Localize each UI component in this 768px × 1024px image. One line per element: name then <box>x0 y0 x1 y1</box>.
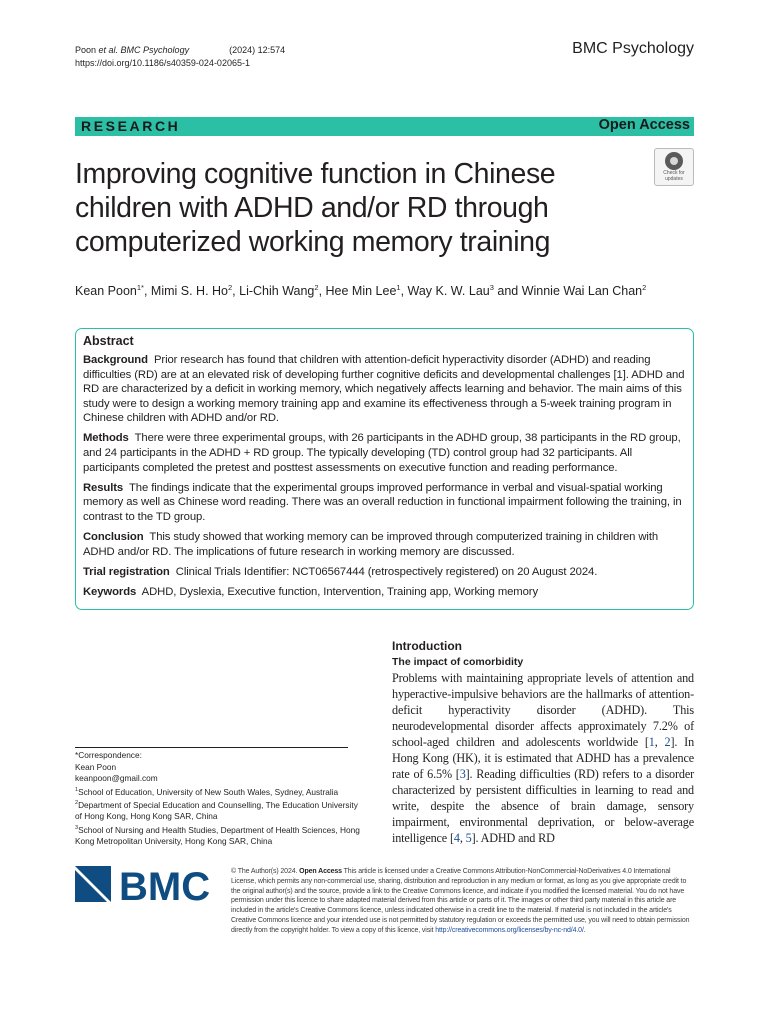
citation-etal: et al. <box>98 45 119 55</box>
article-type-band <box>75 117 694 136</box>
results-label: Results <box>83 481 124 494</box>
bmc-logo-text: BMC <box>119 866 211 906</box>
author-affiliation-sup: 2 <box>228 283 233 292</box>
abstract-heading: Abstract <box>83 334 134 348</box>
license-link[interactable]: http://creativecommons.org/licenses/by-nc-nd/4.0/ <box>435 926 584 934</box>
author-list <box>75 283 646 298</box>
citation-link[interactable]: 2 <box>664 735 671 749</box>
affiliation-text: Department of Special Education and Counselling, The Education University of Hong Kong, Hong Kong SAR, China <box>75 799 358 822</box>
affiliation-sup: 3 <box>75 824 79 831</box>
article-title: Improving cognitive function in Chinese children with ADHD and/or RD through computerized working memory training <box>75 158 556 258</box>
abstract-trial <box>83 565 686 580</box>
affiliation-sup: 2 <box>75 799 79 806</box>
intro-heading: Introduction <box>392 639 462 653</box>
author-name[interactable]: Hee Min Lee <box>325 284 397 299</box>
citation-link[interactable]: 4 <box>453 831 460 845</box>
author-separator: , <box>318 284 326 299</box>
license-end: . <box>583 926 586 934</box>
methods-text: There were three experimental groups, with 26 participants in the ADHD group, 38 participants in the RD group, and 24 participants in the ADHD + RD group. The typically developing (TD) control group had 32 participants. All participants completed the pretest and posttest assessments on executive function and reading performance. <box>83 432 681 474</box>
check-updates-line2: updates <box>665 175 683 182</box>
check-updates-icon <box>665 152 683 170</box>
author-name[interactable]: Way K. W. Lau <box>407 284 490 299</box>
author-separator: , <box>232 284 240 299</box>
keywords-label: Keywords <box>83 585 137 598</box>
author-separator: , <box>143 284 151 299</box>
intro-text: , <box>459 831 466 845</box>
citation-link[interactable]: 1 <box>648 735 655 749</box>
intro-text: ]. ADHD and RD <box>471 831 555 845</box>
running-header <box>75 44 285 70</box>
background-label: Background <box>83 354 148 366</box>
citation-authors: Poon <box>75 45 99 55</box>
author-name[interactable]: Winnie Wai Lan Chan <box>521 284 643 299</box>
abstract-results <box>83 481 686 525</box>
background-text: Prior research has found that children with attention-deficit hyperactivity disorder (ADHD) and reading difficulties (RD) are at an elevated risk of developing further cognitive deficits and developmental challenges [1]. ADHD and RD are characterized by a deficit in working memory, which negatively affects learning and behavior. The main aims of this study were to design a working memory training app and examine its effectiveness through a 5-week training program in Chinese children with ADHD and/or RD. <box>83 354 685 425</box>
abstract-methods <box>83 431 686 475</box>
affiliation-sup: 1 <box>75 786 79 793</box>
author-affiliation-sup: 2 <box>314 283 319 292</box>
check-updates-line1: Check for <box>663 170 685 176</box>
author-affiliation-sup: 1* <box>136 283 144 292</box>
check-for-updates-button[interactable] <box>654 148 694 186</box>
journal-name: BMC Psychology <box>572 40 694 57</box>
trial-text: Clinical Trials Identifier: NCT06567444 (retrospectively registered) on 20 August 2024. <box>175 565 598 578</box>
conclusion-text: This study showed that working memory can be improved through computerized training in children with ADHD and/or RD. The implications of future research in working memory are discussed. <box>83 531 659 558</box>
intro-text: , <box>654 735 665 749</box>
affiliation-2 <box>75 798 365 823</box>
intro-text: Problems with maintaining appropriate levels of attention and hyperactive-impulsive behaviors are the hallmarks of attention-deficit hyperactivity disorder (ADHD). This neurodevelopmental disorder affects approximately 7.2% of school-aged children and adolescents worldwide [ <box>392 671 694 749</box>
research-label: RESEARCH <box>81 118 181 134</box>
author-name[interactable]: Kean Poon <box>75 284 137 299</box>
citation-line <box>75 44 285 57</box>
citation-link[interactable]: 3 <box>459 767 466 781</box>
trial-label: Trial registration <box>83 565 170 578</box>
correspondence-email[interactable]: keanpoon@gmail.com <box>75 773 158 783</box>
keywords-text: ADHD, Dyslexia, Executive function, Intervention, Training app, Working memory <box>141 585 539 598</box>
correspondence-label: *Correspondence: <box>75 750 142 760</box>
abstract-box <box>75 328 694 610</box>
license-text: This article is licensed under a Creative Commons Attribution-NonCommercial-NoDerivatives 4.0 International License, which permits any non-commercial use, sharing, distribution and reproduction in any medium or format, as long as you give appropriate credit to the original author(s) and the source, provide a link to the Creative Commons licence, and indicate if you modified the licensed material. You do not have permission under this licence to share adapted material derived from this article or parts of it. The images or other third party material in this article are included in the article's Creative Commons licence, unless indicated otherwise in a credit line to the material. If material is not included in the article's Creative Commons licence and your intended use is not permitted by statutory regulation or exceeds the permitted use, you will need to obtain permission directly from the copyright holder. To view a copy of this licence, visit <box>231 868 690 934</box>
author-separator: , <box>400 284 408 299</box>
abstract-background <box>83 353 686 426</box>
abstract-keywords <box>83 585 686 600</box>
affiliation-3 <box>75 823 365 848</box>
affiliation-1 <box>75 785 365 798</box>
author-affiliation-sup: 2 <box>642 283 647 292</box>
intro-subheading: The impact of comorbidity <box>392 656 524 668</box>
citation-journal: BMC Psychology <box>118 45 190 55</box>
license-statement <box>231 867 695 936</box>
intro-text: ]. Reading difficulties (RD) refers to a disorder characterized by persistent difficulties in learning to read and write, despite the absence of brain damage, sensory impairment, environmental deprivation, or below-average intelligence [ <box>392 767 695 845</box>
intro-paragraph <box>392 670 694 846</box>
citation-year: (2024) 12:574 <box>229 45 286 55</box>
bmc-logo <box>75 866 215 906</box>
author-name[interactable]: Li-Chih Wang <box>239 284 315 299</box>
affiliation-text: School of Nursing and Health Studies, Department of Health Sciences, Hong Kong Metropolitan University, Hong Kong SAR, China <box>75 824 360 846</box>
abstract-conclusion <box>83 530 686 559</box>
correspondence-name: Kean Poon <box>75 761 117 772</box>
citation-link[interactable]: 5 <box>465 831 472 845</box>
methods-label: Methods <box>83 432 129 445</box>
author-affiliation-sup: 3 <box>489 283 494 292</box>
footnote-divider <box>75 747 348 748</box>
affiliation-text: School of Education, University of New South Wales, Sydney, Australia <box>78 786 339 797</box>
conclusion-label: Conclusion <box>83 531 144 544</box>
open-access-label: Open Access <box>598 117 690 133</box>
open-access-badge: Open Access <box>299 868 342 875</box>
author-affiliation-sup: 1 <box>396 283 401 292</box>
doi-link[interactable]: https://doi.org/10.1186/s40359-024-02065-1 <box>75 58 250 68</box>
footnotes <box>75 750 365 847</box>
author-separator: and <box>493 284 522 299</box>
results-text: The findings indicate that the experimental groups improved performance in verbal and visual-spatial working memory as well as Chinese word reading. There was an overall reduction in functional impairment following the training, in contrast to the TD group. <box>83 481 682 523</box>
intro-text: ]. In Hong Kong (HK), it is estimated that ADHD has a prevalence rate of 6.5% [ <box>392 735 695 781</box>
copyright-text: © The Author(s) 2024. <box>231 868 300 875</box>
author-name[interactable]: Mimi S. H. Ho <box>150 284 228 299</box>
